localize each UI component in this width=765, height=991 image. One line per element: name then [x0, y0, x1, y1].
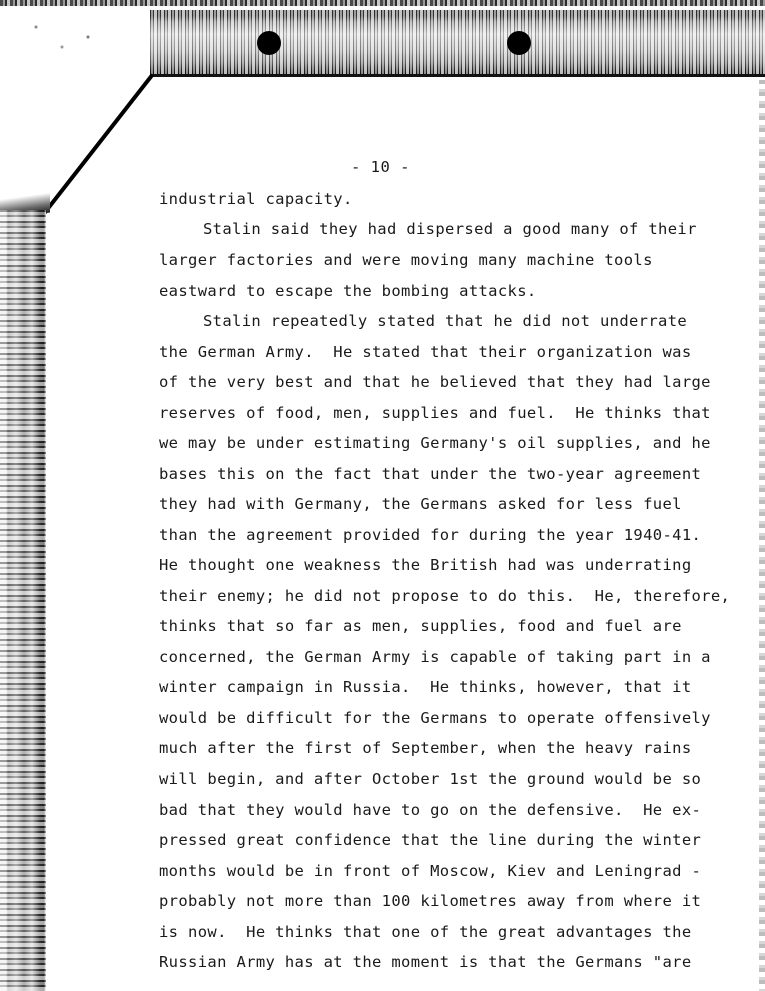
text-line: bases this on the fact that under the two-year agreement [159, 465, 702, 483]
text-line: probably not more than 100 kilometres away from where it [159, 892, 702, 910]
text-line: their enemy; he did not propose to do this. He, therefore, [159, 587, 731, 605]
text-line: than the agreement provided for during the year 1940-41. [159, 526, 702, 544]
scan-top-edge [0, 0, 765, 6]
text-line: reserves of food, men, supplies and fuel. He thinks that [159, 404, 711, 422]
text-line: bad that they would have to go on the defensive. He ex- [159, 801, 702, 819]
text-line: much after the first of September, when the heavy rains [159, 739, 692, 757]
text-line: Russian Army has at the moment is that the Germans "are [159, 953, 692, 971]
text-line: larger factories and were moving many machine tools [159, 251, 653, 269]
text-line: concerned, the German Army is capable of taking part in a [159, 648, 711, 666]
text-line: industrial capacity. [159, 190, 353, 208]
scan-right-edge [759, 80, 765, 991]
text-line: the German Army. He stated that their organization was [159, 343, 692, 361]
text-line: He thought one weakness the British had was underrating [159, 556, 692, 574]
scan-speckle [10, 12, 140, 62]
text-line: months would be in front of Moscow, Kiev and Leningrad - [159, 862, 702, 880]
text-line: would be difficult for the Germans to operate offensively [159, 709, 711, 727]
text-line: is now. He thinks that one of the great advantages the [159, 923, 692, 941]
text-line: of the very best and that he believed that they had large [159, 373, 711, 391]
text-line: winter campaign in Russia. He thinks, however, that it [159, 678, 692, 696]
text-line: eastward to escape the bombing attacks. [159, 282, 537, 300]
text-line: will begin, and after October 1st the ground would be so [159, 770, 702, 788]
page-number: - 10 - [351, 158, 410, 176]
text-line: Stalin said they had dispersed a good many of their [203, 220, 697, 238]
binder-strip [150, 10, 765, 77]
scan-left-edge [0, 210, 46, 991]
text-line: we may be under estimating Germany's oil supplies, and he [159, 434, 711, 452]
text-line: they had with Germany, the Germans asked for less fuel [159, 495, 682, 513]
text-line: pressed great confidence that the line during the winter [159, 831, 702, 849]
punch-hole-right [507, 31, 531, 55]
punch-hole-left [257, 31, 281, 55]
text-line: Stalin repeatedly stated that he did not underrate [203, 312, 688, 330]
text-line: thinks that so far as men, supplies, food and fuel are [159, 617, 682, 635]
